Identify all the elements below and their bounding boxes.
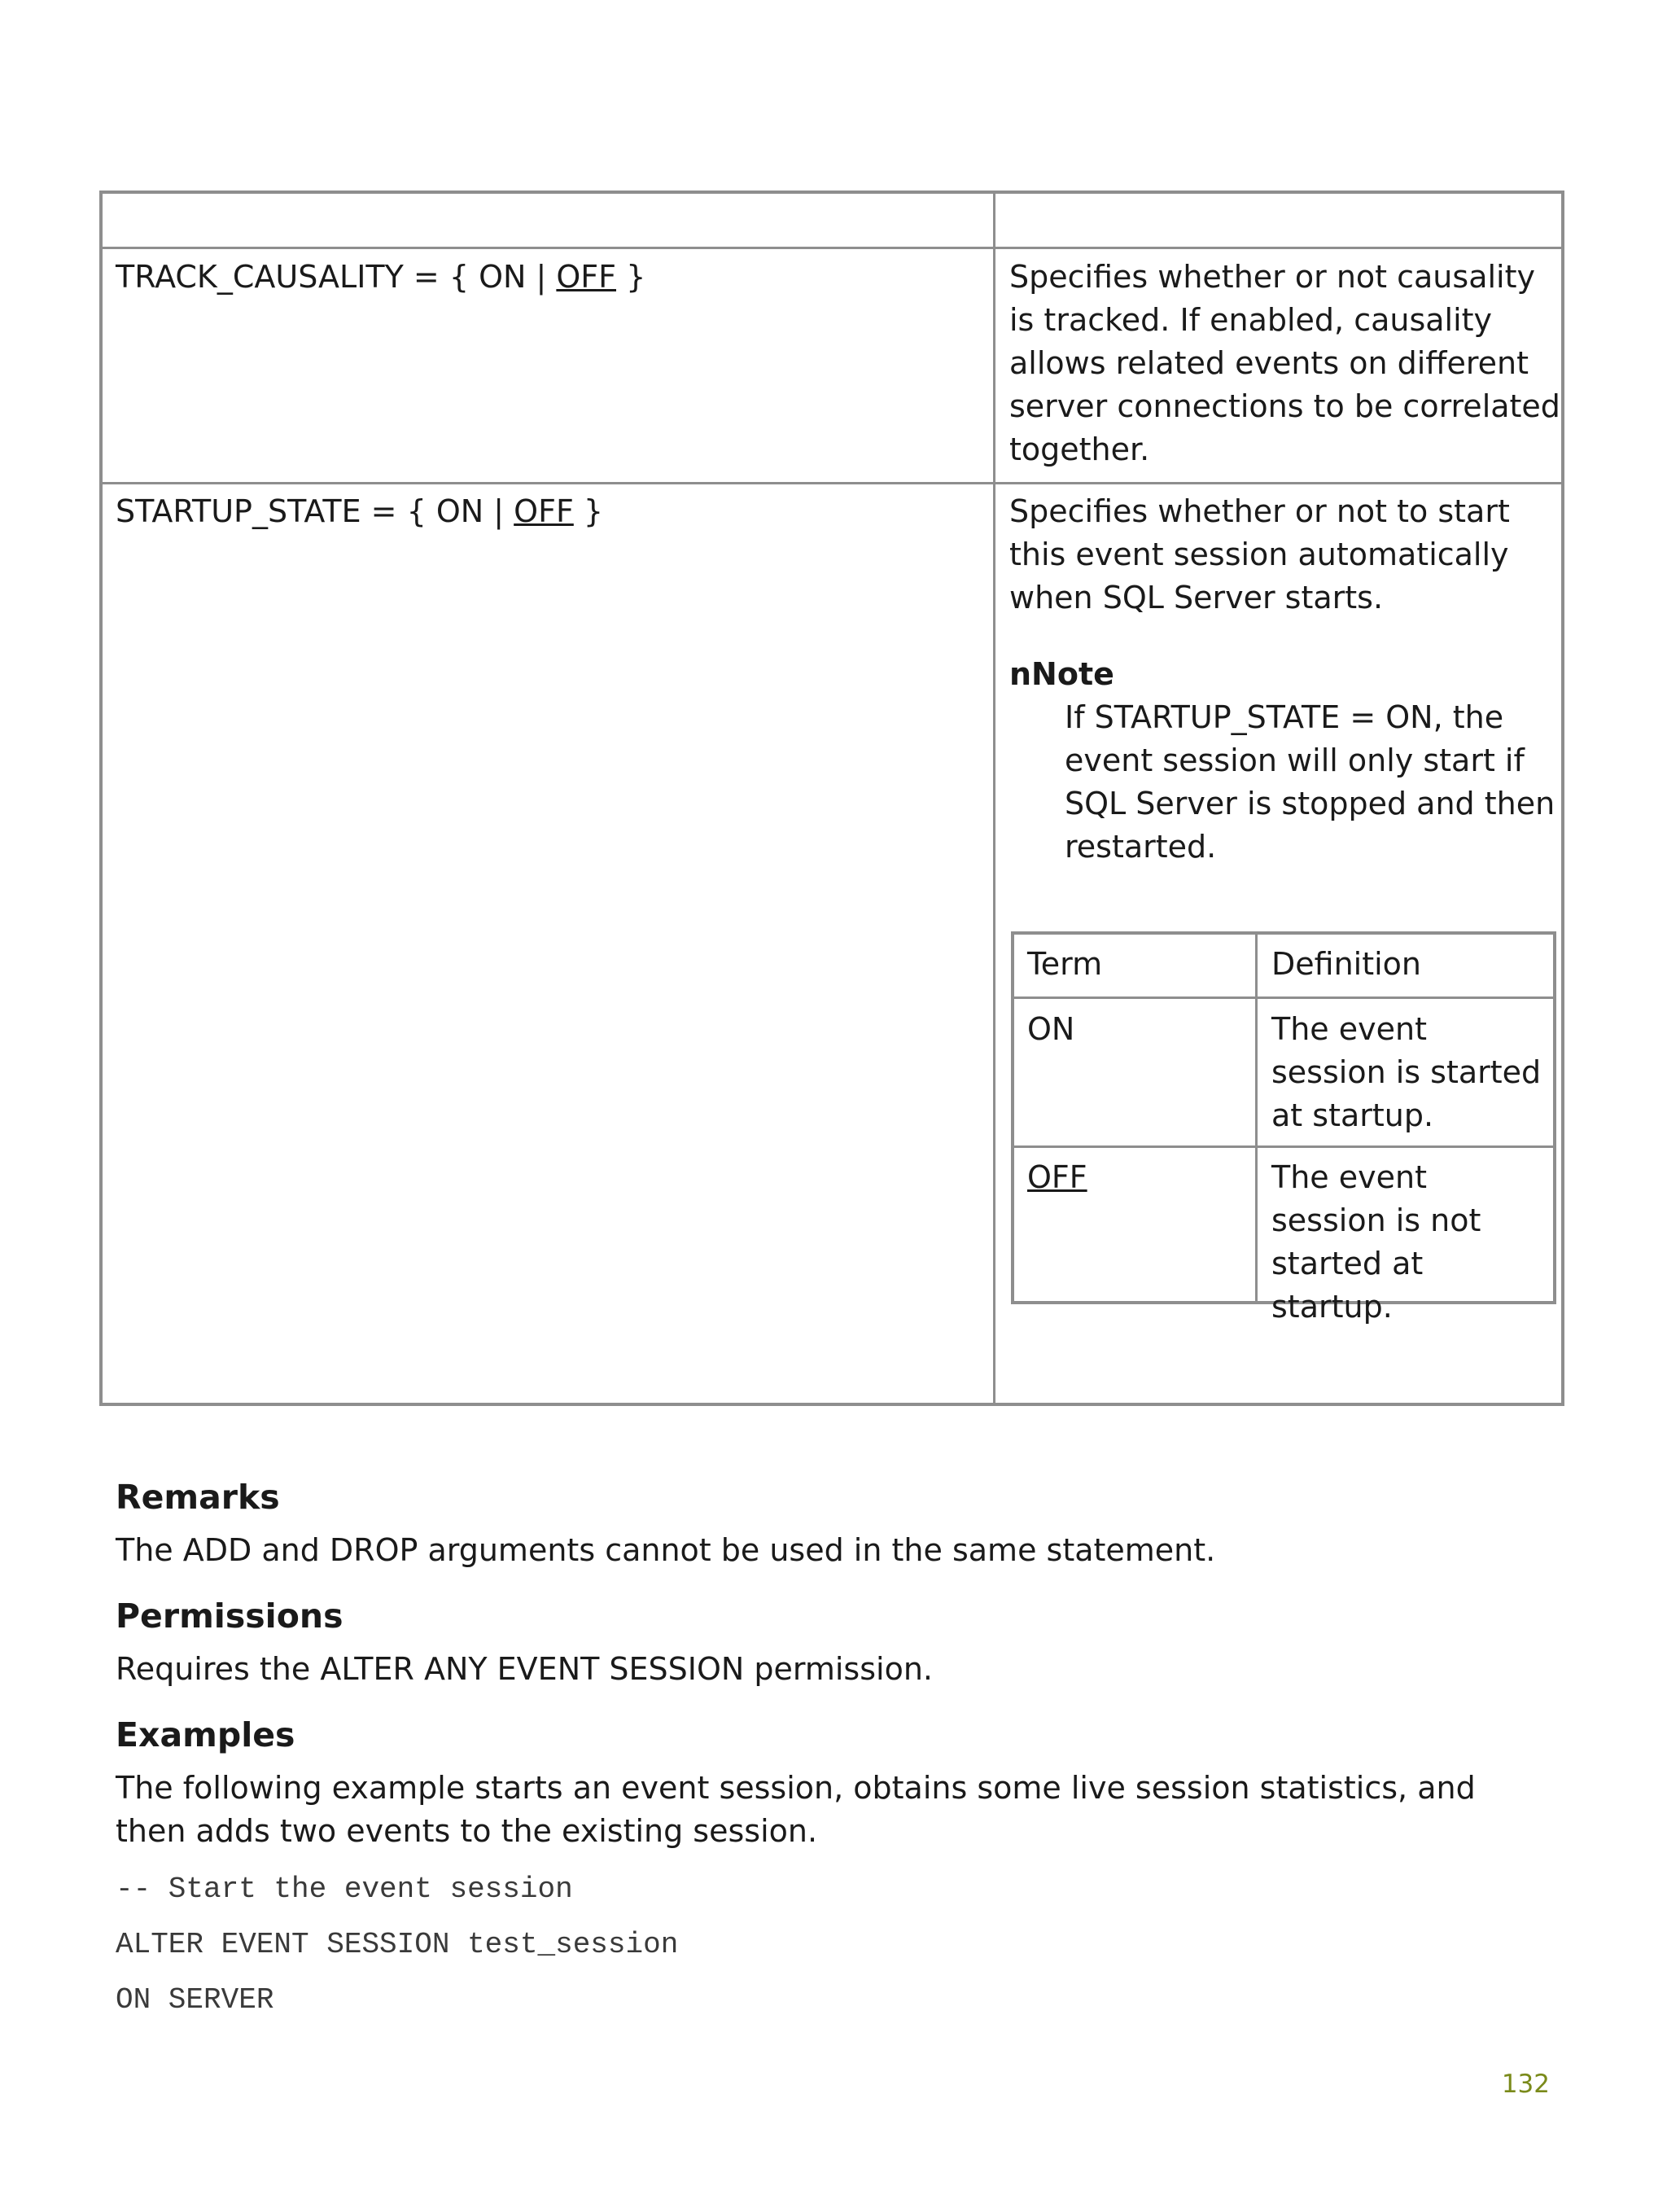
term-syntax: STARTUP_STATE = { ON | <box>116 493 514 529</box>
definition-table <box>1011 931 1556 1325</box>
track-causality-term <box>116 256 978 299</box>
startup-state-description: Specifies whether or not to start this event session automatically when SQL Server starts. <box>1009 493 1510 615</box>
definition-header-term: Term <box>1027 946 1103 982</box>
startup-state-term <box>116 490 978 533</box>
definition-term-off: OFF <box>1027 1159 1087 1195</box>
definition-term-on: ON <box>1027 1011 1075 1047</box>
code-comment-line: -- Start the event session <box>116 1873 573 1906</box>
examples-text: The following example starts an event session, obtains some live session statistics, and then adds two events to the existing session. <box>116 1770 1476 1849</box>
remarks-text: The ADD and DROP arguments cannot be used in the same statement. <box>116 1532 1216 1568</box>
code-line: ALTER EVENT SESSION test_session <box>116 1928 679 1961</box>
term-syntax-end: } <box>573 493 604 529</box>
arguments-table <box>99 191 1564 1406</box>
track-causality-description: Specifies whether or not causality is tracked. If enabled, causality allows related events on different server connections to be correlated together. <box>1009 259 1560 467</box>
definition-text-off: The event session is not started at startup. <box>1271 1159 1481 1325</box>
definition-column-divider <box>1255 935 1258 1301</box>
row-divider <box>103 482 1561 484</box>
term-syntax: TRACK_CAUSALITY = { ON | <box>116 259 557 295</box>
definition-header-definition: Definition <box>1271 946 1422 982</box>
note-title: nNote <box>1009 656 1114 692</box>
note-text: If STARTUP_STATE = ON, the event session will only start if SQL Server is stopped and then restarted. <box>1065 699 1555 865</box>
examples-heading: Examples <box>116 1715 295 1754</box>
remarks-heading: Remarks <box>116 1478 280 1517</box>
definition-row-divider <box>1014 1145 1553 1148</box>
definition-row-divider <box>1014 996 1553 999</box>
permissions-text: Requires the ALTER ANY EVENT SESSION permission. <box>116 1651 933 1687</box>
term-syntax-end: } <box>616 259 646 295</box>
note-box <box>1009 653 1563 869</box>
row-divider <box>103 247 1561 249</box>
page-number: 132 <box>1501 2070 1550 2099</box>
term-default-value: OFF <box>556 259 616 295</box>
code-line: ON SERVER <box>116 1983 274 2017</box>
definition-text-on: The event session is started at startup. <box>1271 1011 1542 1133</box>
term-default-value: OFF <box>514 493 574 529</box>
permissions-heading: Permissions <box>116 1597 343 1636</box>
column-divider <box>993 194 995 1403</box>
